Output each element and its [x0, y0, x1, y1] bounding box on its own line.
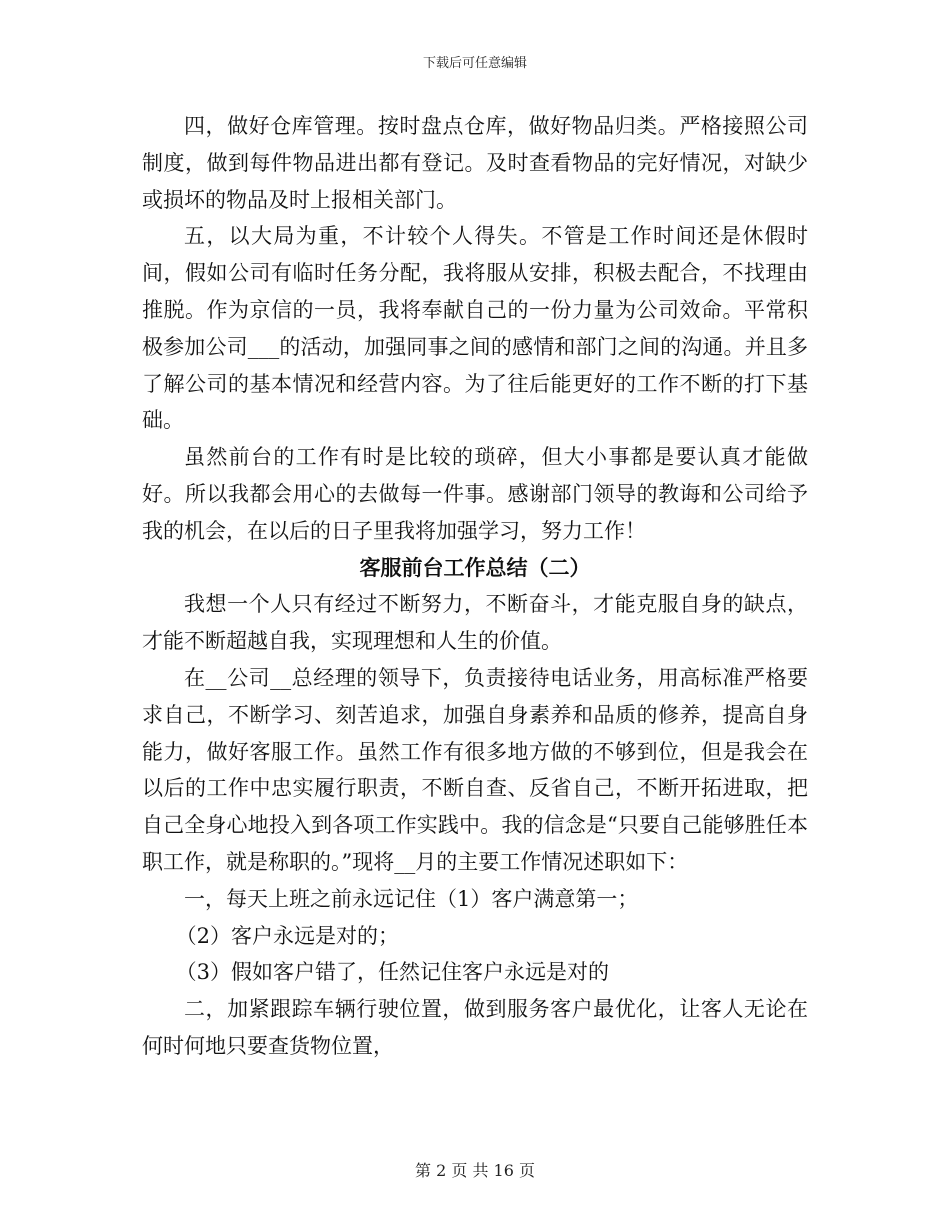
document-body — [142, 108, 808, 1065]
paragraph-overall-interest: 五，以大局为重，不计较个人得失。不管是工作时间还是休假时间，假如公司有临时任务分配，我将服从安排，积极去配合，不找理由推脱。作为京信的一员，我将奉献自己的一份力量为公司效命。平常积极参加公司___的活动，加强同事之间的感情和部门之间的沟通。并且多了解公司的基本情况和经营内容。为了往后能更好的工作不断的打下基础。 — [142, 224, 808, 433]
paragraph-duties: 在__公司__总经理的领导下，负责接待电话业务，用高标准严格要求自己，不断学习、刻苦追求，加强自身素养和品质的修养，提高自身能力，做好客服工作。虽然工作有很多地方做的不够到位，但是我会在以后的工作中忠实履行职责，不断自查、反省自己，不断开拓进取，把自己全身心地投入到各项工作实践中。我的信念是“只要自己能够胜任本职工作，就是称职的。”现将__月的主要工作情况述职如下： — [142, 665, 808, 874]
header-note: 下载后可任意编辑 — [422, 56, 527, 71]
paragraph-rule-three: （3）假如客户错了，任然记住客户永远是对的 — [175, 960, 609, 985]
paragraph-conclusion: 虽然前台的工作有时是比较的琐碎，但大小事都是要认真才能做好。所以我都会用心的去做每一件事。感谢部门领导的教诲和公司给予我的机会，在以后的日子里我将加强学习，努力工作！ — [142, 445, 808, 543]
paragraph-warehouse: 四，做好仓库管理。按时盘点仓库，做好物品归类。严格接照公司制度，做到每件物品进出都有登记。及时查看物品的完好情况，对缺少或损坏的物品及时上报相关部门。 — [142, 114, 808, 212]
section-title: 客服前台工作总结（二） — [359, 554, 591, 580]
paragraph-rule-one: 一，每天上班之前永远记住（1）客户满意第一； — [184, 886, 639, 911]
page-number: 第 2 页 共 16 页 — [415, 1161, 535, 1180]
paragraph-tracking: 二，加紧跟踪车辆行驶位置，做到服务客户最优化，让客人无论在何时何地只要查货物位置， — [142, 997, 808, 1058]
paragraph-rule-two: （2）客户永远是对的； — [175, 923, 399, 948]
paragraph-intro: 我想一个人只有经过不断努力，不断奋斗，才能克服自身的缺点，才能不断超越自我，实现理想和人生的价值。 — [142, 592, 808, 654]
